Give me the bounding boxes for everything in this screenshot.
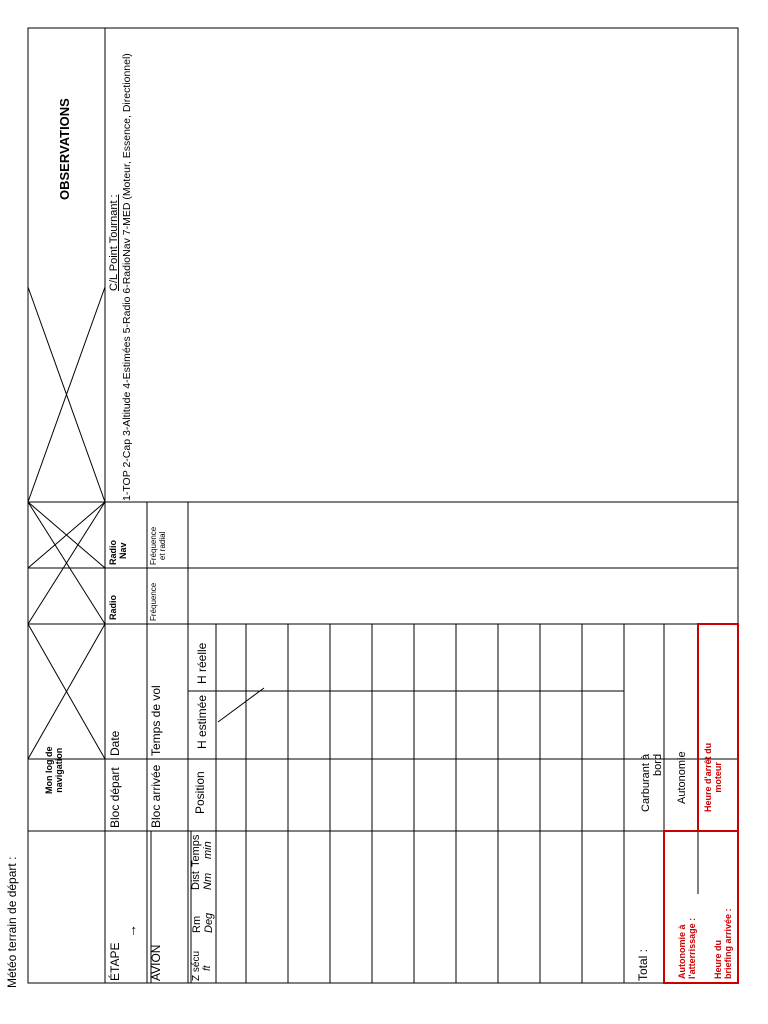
frequence-radial-label: Fréquence et radial: [149, 526, 167, 565]
etape-label: ÉTAPE: [108, 942, 122, 981]
outer-frame: [28, 28, 738, 983]
bloc-arrivee-label: Bloc arrivée: [149, 764, 163, 828]
observations-title: OBSERVATIONS: [57, 98, 72, 200]
date-label: Date: [108, 730, 122, 756]
autonomie-atterrissage-label: Autonomie à l'atterrissage :: [677, 917, 697, 979]
heure-arret-label: Heure d'arrêt du moteur: [703, 742, 723, 812]
frequence-label: Fréquence: [149, 582, 158, 621]
temps-de-vol-label: Temps de vol: [149, 685, 163, 756]
avion-label: AVION: [149, 944, 163, 981]
radio-label: Radio: [108, 594, 118, 620]
h-reelle-header: H réelle: [195, 642, 209, 684]
h-estimee-header: H estimée: [195, 694, 209, 749]
carburant-label: Carburant à bord: [640, 753, 665, 812]
autonomie-label: Autonomie: [676, 751, 688, 804]
log-title: Mon log de navigation: [44, 746, 64, 794]
total-label: Total :: [636, 948, 650, 981]
checklist-items: 1-TOP 2-Cap 3-Altitude 4-Estimées 5-Radio 6-RadioNav 7-MED (Moteur, Essence, Directionnel): [121, 53, 133, 501]
rm-header: Rm Deg: [191, 912, 216, 933]
right-arrow-icon: →: [123, 924, 139, 938]
meteo-label: Météo terrain de départ :: [5, 856, 19, 988]
bloc-depart-label: Bloc départ: [108, 767, 122, 828]
checklist-title: C/L Point Tournant :: [108, 194, 120, 291]
radio-nav-label: Radio Nav: [108, 539, 128, 565]
z-secu-header: Z sécu ft: [191, 950, 213, 981]
dist-header: Dist Nm: [190, 871, 215, 890]
heure-briefing-label: Heure du briefing arrivée :: [713, 908, 733, 979]
position-header: Position: [193, 771, 207, 814]
temps-header: Temps min: [190, 834, 215, 867]
